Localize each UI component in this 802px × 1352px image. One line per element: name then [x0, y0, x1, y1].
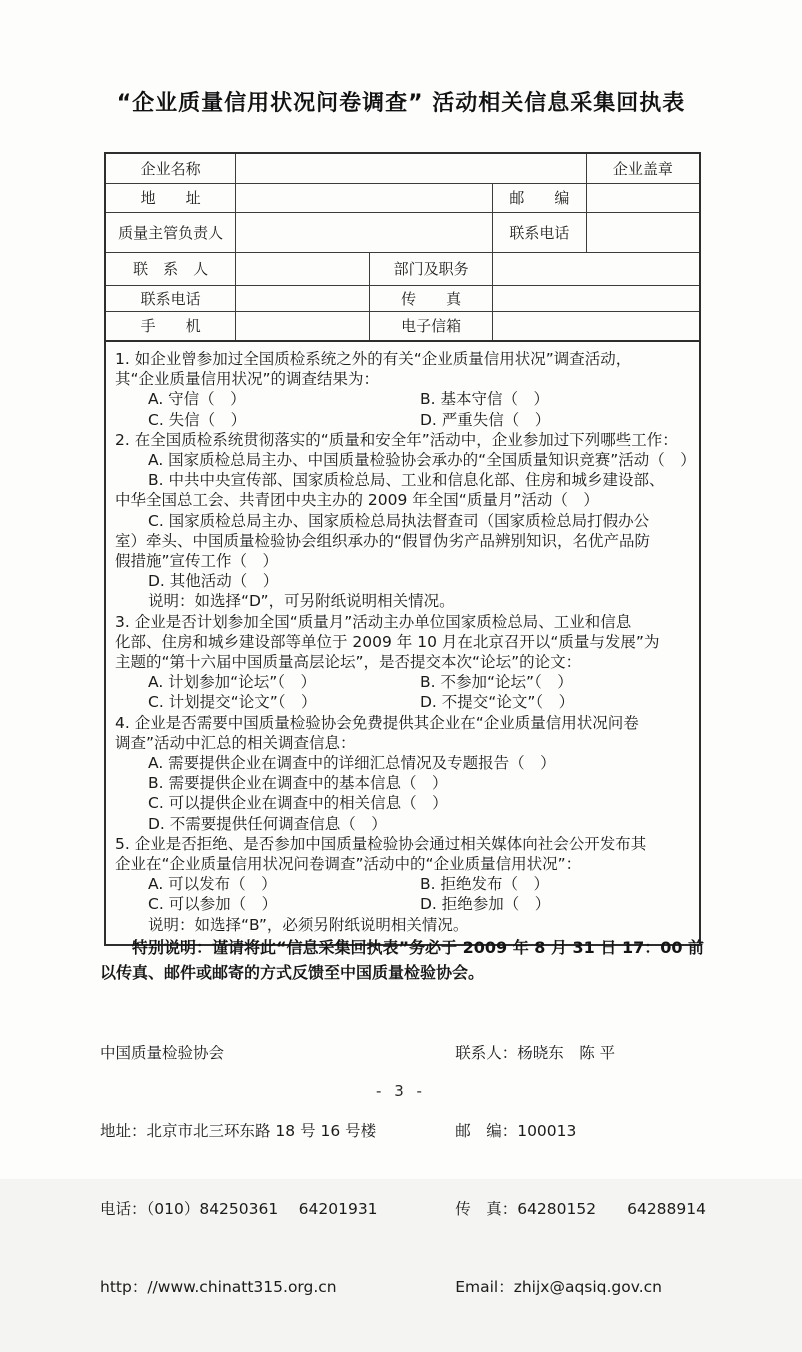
questionnaire-line — [115, 713, 691, 733]
footer-org-website: http：//www.chinatt315.org.cn — [100, 1278, 337, 1296]
address-value-cell — [236, 183, 493, 212]
footer-org-address: 地址：北京市北三环东路 18 号 16 号楼 — [100, 1122, 377, 1140]
questionnaire-text-col2: D. 拒绝参加（ ） — [420, 895, 551, 914]
questionnaire-text: 2. 在全国质检系统贯彻落实的“质量和安全年”活动中，企业参加过下列哪些工作： — [115, 430, 678, 449]
questionnaire-line — [115, 450, 696, 470]
questionnaire-line — [115, 410, 691, 430]
questionnaire-box — [104, 342, 701, 946]
row-contact-person — [105, 252, 700, 285]
quality-manager-value-cell — [236, 212, 493, 252]
questionnaire-text-col2: B. 基本守信（ ） — [420, 390, 549, 409]
footer-email: Email：zhijx@aqsiq.gov.cn — [455, 1278, 663, 1296]
contact-phone-value-cell — [236, 285, 370, 311]
questionnaire-line — [115, 531, 691, 551]
questionnaire-text: C. 可以参加（ ） — [148, 895, 278, 914]
questionnaire-text: B. 中共中央宣传部、国家质检总局、工业和信息化部、住房和城乡建设部、 — [148, 471, 665, 490]
questionnaire-text: 企业在“企业质量信用状况问卷调查”活动中的“企业质量信用状况”： — [115, 855, 582, 874]
questionnaire-text-col2: B. 拒绝发布（ ） — [420, 875, 549, 894]
row-quality-manager — [105, 212, 700, 252]
stamp-label: 企业盖章 — [586, 153, 700, 183]
questionnaire-line — [115, 470, 691, 490]
questionnaire-text: 主题的“第十六届中国质量高层论坛”，是否提交本次“论坛”的论文： — [115, 653, 582, 672]
questionnaire-line — [115, 612, 691, 632]
row-contact-phone — [105, 285, 700, 311]
questionnaire-line — [115, 894, 691, 914]
footer-fax: 传 真：64280152 64288914 — [455, 1200, 706, 1218]
questionnaire-line — [115, 773, 691, 793]
questionnaire-text: C. 计划提交“论文”（ ） — [148, 693, 317, 712]
questionnaire-text-col2: B. 不参加“论坛”（ ） — [420, 673, 573, 692]
questionnaire-text: 说明：如选择“D”，可另附纸说明相关情况。 — [148, 592, 455, 611]
department-label: 部门及职务 — [370, 252, 493, 285]
mobile-label: 手 机 — [105, 311, 236, 341]
questionnaire-line — [115, 571, 691, 591]
questionnaire-text: 其“企业质量信用状况”的调查结果为： — [115, 370, 380, 389]
questionnaire-text: 5. 企业是否拒绝、是否参加中国质量检验协会通过相关媒体向社会公开发布其 — [115, 834, 647, 853]
footer-org-phone: 电话：（010）84250361 64201931 — [100, 1200, 378, 1218]
questionnaire-line — [115, 632, 691, 652]
questionnaire-text: A. 计划参加“论坛”（ ） — [148, 673, 316, 692]
email-label: 电子信箱 — [370, 311, 493, 341]
questionnaire-line — [115, 854, 691, 874]
questionnaire-text: A. 需要提供企业在调查中的详细汇总情况及专题报告（ ） — [148, 754, 556, 773]
footer-org-name: 中国质量检验协会 — [100, 1044, 225, 1062]
questionnaire-text-col2: D. 严重失信（ ） — [420, 410, 551, 429]
questionnaire-line — [115, 793, 691, 813]
questionnaire-line — [115, 389, 691, 409]
department-value-cell — [493, 252, 700, 285]
questionnaire-line — [115, 692, 691, 712]
questionnaire-line — [115, 874, 691, 894]
questionnaire-text: 化部、住房和城乡建设部等单位于 2009 年 10 月在北京召开以“质量与发展”为 — [115, 632, 660, 651]
questionnaire-line — [115, 591, 691, 611]
quality-manager-label: 质量主管负责人 — [105, 212, 236, 252]
questionnaire-text: 4. 企业是否需要中国质量检验协会免费提供其企业在“企业质量信用状况问卷 — [115, 713, 639, 732]
questionnaire-line — [115, 733, 691, 753]
contact-phone-label: 联系电话 — [105, 285, 236, 311]
questionnaire-line — [115, 349, 691, 369]
questionnaire-line — [115, 369, 691, 389]
company-name-value-cell — [236, 153, 586, 183]
info-table — [104, 152, 701, 342]
questionnaire-line — [115, 490, 691, 510]
fax-value-cell — [493, 285, 700, 311]
questionnaire-text: 说明：如选择“B”，必须另附纸说明相关情况。 — [148, 915, 469, 934]
questionnaire-text: 调查”活动中汇总的相关调查信息： — [115, 733, 356, 752]
fax-label: 传 真 — [370, 285, 493, 311]
postcode-value-cell — [586, 183, 700, 212]
questionnaire-text: 室）牵头、中国质量检验协会组织承办的“假冒伪劣产品辨别知识，名优产品防 — [115, 531, 651, 550]
questionnaire-line — [115, 511, 691, 531]
mobile-value-cell — [236, 311, 370, 341]
questionnaire-text: 3. 企业是否计划参加全国“质量月”活动主办单位国家质检总局、工业和信息 — [115, 612, 632, 631]
special-note: 特别说明：谨请将此“信息采集回执表”务必于 2009 年 8 月 31 日 17：00 前以传真、邮件或邮寄的方式反馈至中国质量检验协会。 — [100, 938, 705, 982]
questionnaire-line — [115, 834, 691, 854]
footer-contact-block — [455, 988, 706, 1352]
phone-label: 联系电话 — [493, 212, 587, 252]
questionnaire-text: 假措施”宣传工作（ ） — [115, 552, 279, 571]
questionnaire-line — [115, 753, 691, 773]
questionnaire-line — [115, 915, 691, 935]
postcode-label: 邮 编 — [493, 183, 587, 212]
footer-org-block — [100, 988, 455, 1352]
company-name-label: 企业名称 — [105, 153, 236, 183]
questionnaire-text: C. 失信（ ） — [148, 410, 247, 429]
page-title: “企业质量信用状况问卷调查” 活动相关信息采集回执表 — [116, 91, 686, 116]
questionnaire-text: D. 其他活动（ ） — [148, 572, 279, 591]
footer-postcode: 邮 编：100013 — [455, 1122, 577, 1140]
questionnaire-line — [115, 814, 691, 834]
questionnaire-text-col2: D. 不提交“论文”（ ） — [420, 693, 575, 712]
questionnaire-line — [115, 672, 691, 692]
questionnaire-text: A. 守信（ ） — [148, 390, 246, 409]
questionnaire-line — [115, 551, 691, 571]
questionnaire-line — [115, 652, 691, 672]
questionnaire-text: A. 可以发布（ ） — [148, 875, 277, 894]
questionnaire-text: B. 需要提供企业在调查中的基本信息（ ） — [148, 774, 448, 793]
page-number: - 3 - — [376, 1082, 426, 1100]
questionnaire-text: 1. 如企业曾参加过全国质检系统之外的有关“企业质量信用状况”调查活动， — [115, 350, 632, 368]
questionnaire-line — [115, 430, 691, 450]
footer-contact-names: 联系人：杨晓东 陈 平 — [455, 1044, 616, 1062]
contact-person-label: 联 系 人 — [105, 252, 236, 285]
form-sheet — [104, 152, 701, 946]
questionnaire-text: 中华全国总工会、共青团中央主办的 2009 年全国“质量月”活动（ ） — [115, 491, 599, 510]
questionnaire-text: A. 国家质检总局主办、中国质量检验协会承办的“全国质量知识竞赛”活动（ ） — [148, 451, 696, 470]
row-company-name — [105, 153, 700, 183]
address-label: 地 址 — [105, 183, 236, 212]
email-value-cell — [493, 311, 700, 341]
row-address — [105, 183, 700, 212]
questionnaire-text: D. 不需要提供任何调查信息（ ） — [148, 814, 387, 833]
footer-contacts — [100, 988, 706, 1352]
phone-value-cell — [586, 212, 700, 252]
questionnaire-text: C. 国家质检总局主办、国家质检总局执法督查司（国家质检总局打假办公 — [148, 511, 650, 530]
contact-person-value-cell — [236, 252, 370, 285]
questionnaire-text: C. 可以提供企业在调查中的相关信息（ ） — [148, 794, 448, 813]
row-mobile — [105, 311, 700, 341]
